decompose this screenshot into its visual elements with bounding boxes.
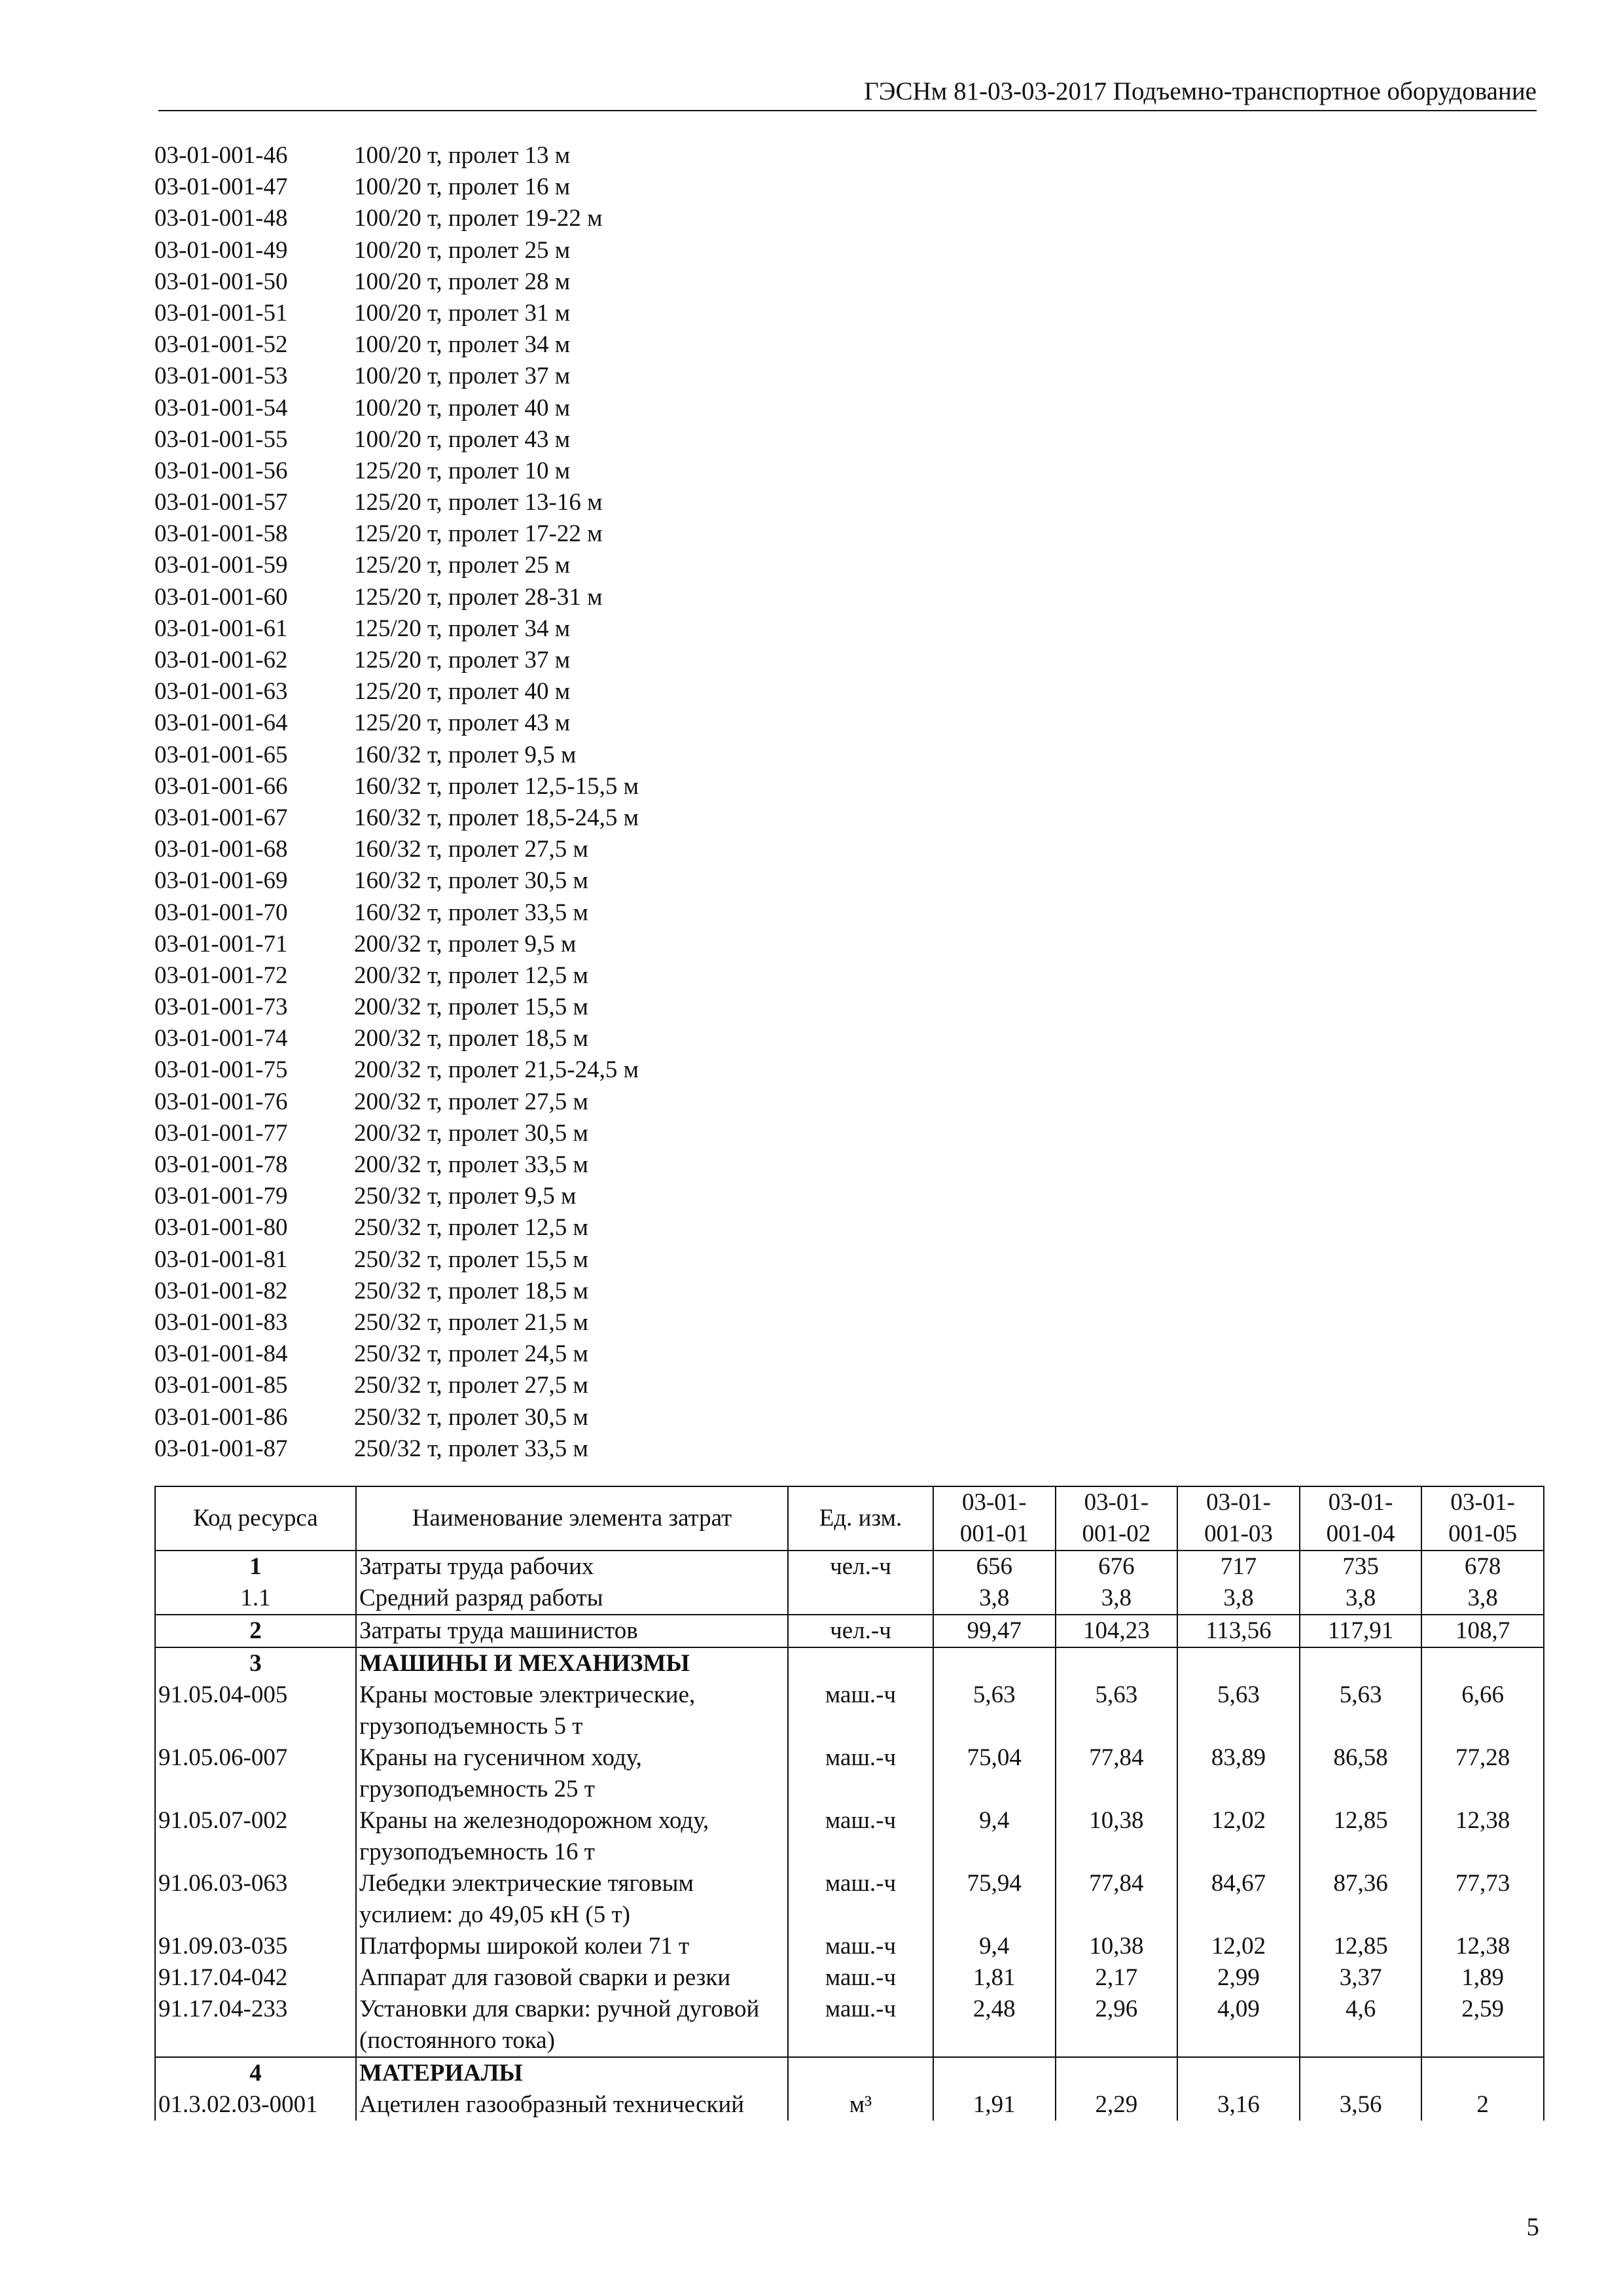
running-header — [158, 72, 1537, 111]
empty-cell — [933, 1647, 1056, 1679]
item-code: 03-01-001-61 — [154, 615, 288, 642]
resource-unit: м³ — [788, 2089, 933, 2121]
item-code: 03-01-001-48 — [154, 205, 288, 232]
item-name: 200/32 т, пролет 21,5-24,5 м — [354, 1056, 639, 1084]
resource-code: 91.09.03-035 — [155, 1931, 356, 1962]
table-row — [155, 1805, 1544, 1868]
item-name: 250/32 т, пролет 24,5 м — [354, 1340, 588, 1368]
list-item — [154, 582, 639, 613]
list-item — [154, 992, 639, 1023]
value-cell: 104,23 — [1056, 1615, 1178, 1647]
resource-code: 91.05.07-002 — [155, 1805, 356, 1868]
item-name: 250/32 т, пролет 9,5 м — [354, 1183, 577, 1210]
item-code: 03-01-001-52 — [154, 331, 288, 359]
list-item — [154, 834, 639, 865]
list-item — [154, 740, 639, 771]
list-item — [154, 171, 639, 203]
list-item — [154, 771, 639, 802]
table-header-row — [155, 1486, 1544, 1551]
value-cell: 12,02 — [1177, 1931, 1300, 1962]
item-name: 100/20 т, пролет 19-22 м — [354, 205, 603, 232]
item-name: 100/20 т, пролет 34 м — [354, 331, 571, 359]
table-row — [155, 1742, 1544, 1805]
table-row — [155, 1583, 1544, 1615]
item-name: 160/32 т, пролет 9,5 м — [354, 741, 577, 768]
table-row — [155, 1994, 1544, 2057]
item-code: 03-01-001-71 — [154, 930, 288, 958]
value-cell: 99,47 — [933, 1615, 1056, 1647]
value-cell: 12,02 — [1177, 1805, 1300, 1868]
item-code: 03-01-001-80 — [154, 1214, 288, 1242]
resource-name: Лебедки электрические тяговым усилием: до 49,05 кН (5 т) — [356, 1868, 788, 1931]
table-row — [155, 1551, 1544, 1583]
list-item — [154, 1181, 639, 1212]
item-name: 125/20 т, пролет 10 м — [354, 457, 571, 484]
item-code: 03-01-001-76 — [154, 1088, 288, 1115]
value-cell: 5,63 — [1177, 1679, 1300, 1742]
value-cell: 12,85 — [1300, 1805, 1422, 1868]
resource-unit: маш.-ч — [788, 1868, 933, 1931]
header-col-2: 03-01- 001-02 — [1056, 1486, 1178, 1551]
item-name: 200/32 т, пролет 15,5 м — [354, 994, 588, 1021]
resource-table — [154, 1486, 1544, 2121]
table-row — [155, 1931, 1544, 1962]
item-name: 100/20 т, пролет 16 м — [354, 173, 571, 201]
resource-unit: маш.-ч — [788, 1805, 933, 1868]
resource-unit: чел.-ч — [788, 1615, 933, 1647]
item-code: 03-01-001-58 — [154, 520, 288, 548]
resource-code: 1 — [155, 1551, 356, 1583]
value-cell: 4,09 — [1177, 1994, 1300, 2057]
item-name: 100/20 т, пролет 25 м — [354, 236, 571, 264]
resource-name: Аппарат для газовой сварки и резки — [356, 1962, 788, 1994]
resource-name: Затраты труда машинистов — [356, 1615, 788, 1647]
header-title: ГЭСНм 81-03-03-2017 Подъемно-транспортное оборудование — [864, 77, 1537, 105]
value-cell: 84,67 — [1177, 1868, 1300, 1931]
resource-unit: маш.-ч — [788, 1931, 933, 1962]
value-cell: 735 — [1300, 1551, 1422, 1583]
item-name: 250/32 т, пролет 21,5 м — [354, 1308, 588, 1336]
item-name: 125/20 т, пролет 37 м — [354, 647, 571, 673]
resource-name: Средний разряд работы — [356, 1583, 788, 1615]
item-code: 03-01-001-69 — [154, 867, 288, 895]
list-item — [154, 393, 639, 424]
list-item — [154, 361, 639, 392]
item-name: 125/20 т, пролет 17-22 м — [354, 520, 603, 548]
item-name: 100/20 т, пролет 43 м — [354, 425, 571, 453]
list-item — [154, 1276, 639, 1307]
list-item — [154, 1023, 639, 1054]
list-item — [154, 1086, 639, 1118]
item-code: 03-01-001-79 — [154, 1183, 288, 1210]
resource-name: Установки для сварки: ручной дуговой (постоянного тока) — [356, 1994, 788, 2057]
list-item — [154, 235, 639, 266]
value-cell: 3,16 — [1177, 2089, 1300, 2121]
item-name: 160/32 т, пролет 12,5-15,5 м — [354, 772, 639, 800]
value-cell: 3,8 — [933, 1583, 1056, 1615]
list-item — [154, 802, 639, 834]
item-name: 250/32 т, пролет 30,5 м — [354, 1403, 588, 1431]
item-code: 03-01-001-53 — [154, 363, 288, 390]
empty-cell — [1421, 2057, 1544, 2089]
value-cell: 113,56 — [1177, 1615, 1300, 1647]
list-item — [154, 550, 639, 581]
item-code: 03-01-001-83 — [154, 1308, 288, 1336]
item-code: 03-01-001-81 — [154, 1246, 288, 1273]
table-row — [155, 1962, 1544, 1994]
empty-cell — [1177, 1647, 1300, 1679]
item-code: 03-01-001-47 — [154, 173, 288, 201]
value-cell: 1,81 — [933, 1962, 1056, 1994]
list-item — [154, 266, 639, 298]
resource-unit: чел.-ч — [788, 1551, 933, 1583]
item-name: 250/32 т, пролет 18,5 м — [354, 1277, 588, 1304]
value-cell: 676 — [1056, 1551, 1178, 1583]
value-cell: 5,63 — [1056, 1679, 1178, 1742]
list-item — [154, 1244, 639, 1276]
item-code: 03-01-001-77 — [154, 1119, 288, 1147]
empty-cell — [933, 2057, 1056, 2089]
item-name: 160/32 т, пролет 30,5 м — [354, 867, 588, 895]
resource-unit: маш.-ч — [788, 1962, 933, 1994]
empty-cell — [1056, 2057, 1178, 2089]
item-code: 03-01-001-67 — [154, 804, 288, 831]
item-code: 03-01-001-73 — [154, 994, 288, 1021]
list-item — [154, 645, 639, 676]
resource-code: 2 — [155, 1615, 356, 1647]
empty-cell — [788, 1647, 933, 1679]
item-name: 160/32 т, пролет 18,5-24,5 м — [354, 804, 639, 831]
section-number: 4 — [155, 2057, 356, 2089]
item-code: 03-01-001-60 — [154, 583, 288, 611]
resource-name: Платформы широкой колеи 71 т — [356, 1931, 788, 1962]
value-cell: 656 — [933, 1551, 1056, 1583]
item-code: 03-01-001-49 — [154, 236, 288, 264]
list-item — [154, 518, 639, 550]
item-code: 03-01-001-85 — [154, 1372, 288, 1399]
list-item — [154, 1118, 639, 1149]
item-name: 200/32 т, пролет 30,5 м — [354, 1119, 588, 1147]
value-cell: 3,8 — [1177, 1583, 1300, 1615]
resource-name: Краны на железнодорожном ходу, грузоподъемность 16 т — [356, 1805, 788, 1868]
value-cell: 9,4 — [933, 1931, 1056, 1962]
table-row — [155, 1615, 1544, 1647]
item-name: 100/20 т, пролет 40 м — [354, 394, 571, 422]
list-item — [154, 1307, 639, 1338]
header-unit: Ед. изм. — [788, 1486, 933, 1551]
header-col-3: 03-01- 001-03 — [1177, 1486, 1300, 1551]
list-item — [154, 203, 639, 234]
item-code: 03-01-001-64 — [154, 709, 288, 737]
section-title: МАШИНЫ И МЕХАНИЗМЫ — [356, 1647, 788, 1679]
resource-code: 91.05.06-007 — [155, 1742, 356, 1805]
item-code: 03-01-001-54 — [154, 394, 288, 422]
list-item — [154, 865, 639, 897]
value-cell: 5,63 — [933, 1679, 1056, 1742]
header-name: Наименование элемента затрат — [356, 1486, 788, 1551]
item-name: 125/20 т, пролет 13-16 м — [354, 489, 603, 516]
value-cell: 2,59 — [1421, 1994, 1544, 2057]
value-cell: 2,29 — [1056, 2089, 1178, 2121]
value-cell: 75,04 — [933, 1742, 1056, 1805]
empty-cell — [788, 2057, 933, 2089]
item-code: 03-01-001-70 — [154, 899, 288, 926]
item-name: 100/20 т, пролет 28 м — [354, 268, 571, 295]
item-name: 200/32 т, пролет 12,5 м — [354, 961, 588, 989]
item-code: 03-01-001-72 — [154, 961, 288, 989]
item-code: 03-01-001-78 — [154, 1151, 288, 1178]
value-cell: 77,84 — [1056, 1742, 1178, 1805]
value-cell: 1,89 — [1421, 1962, 1544, 1994]
list-item — [154, 929, 639, 960]
item-code: 03-01-001-50 — [154, 268, 288, 295]
value-cell: 75,94 — [933, 1868, 1056, 1931]
item-name: 125/20 т, пролет 34 м — [354, 615, 571, 642]
item-code: 03-01-001-62 — [154, 647, 288, 673]
item-name: 200/32 т, пролет 18,5 м — [354, 1025, 588, 1052]
resource-unit — [788, 1583, 933, 1615]
resource-name: Затраты труда рабочих — [356, 1551, 788, 1583]
value-cell: 4,6 — [1300, 1994, 1422, 2057]
page-number: 5 — [1526, 2213, 1539, 2241]
item-code: 03-01-001-68 — [154, 836, 288, 863]
item-name: 100/20 т, пролет 31 м — [354, 299, 571, 327]
list-item — [154, 424, 639, 456]
table-row — [155, 2089, 1544, 2121]
item-code: 03-01-001-57 — [154, 489, 288, 516]
list-item — [154, 329, 639, 361]
empty-cell — [1300, 1647, 1422, 1679]
value-cell: 678 — [1421, 1551, 1544, 1583]
value-cell: 1,91 — [933, 2089, 1056, 2121]
item-name: 100/20 т, пролет 13 м — [354, 142, 571, 169]
resource-unit: маш.-ч — [788, 1679, 933, 1742]
value-cell: 77,73 — [1421, 1868, 1544, 1931]
empty-cell — [1300, 2057, 1422, 2089]
item-name: 160/32 т, пролет 27,5 м — [354, 836, 588, 863]
header-code: Код ресурса — [155, 1486, 356, 1551]
header-col-5: 03-01- 001-05 — [1421, 1486, 1544, 1551]
item-code: 03-01-001-46 — [154, 142, 288, 169]
value-cell: 3,56 — [1300, 2089, 1422, 2121]
resource-name: Краны мостовые электрические, грузоподъемность 5 т — [356, 1679, 788, 1742]
list-item — [154, 708, 639, 739]
value-cell: 87,36 — [1300, 1868, 1422, 1931]
resource-unit: маш.-ч — [788, 1994, 933, 2057]
value-cell: 2,48 — [933, 1994, 1056, 2057]
item-code: 03-01-001-59 — [154, 552, 288, 579]
item-code: 03-01-001-56 — [154, 457, 288, 484]
table-row — [155, 2057, 1544, 2089]
item-code: 03-01-001-82 — [154, 1277, 288, 1304]
header-col-4: 03-01- 001-04 — [1300, 1486, 1422, 1551]
item-code: 03-01-001-87 — [154, 1435, 288, 1462]
value-cell: 77,84 — [1056, 1868, 1178, 1931]
value-cell: 717 — [1177, 1551, 1300, 1583]
list-item — [154, 298, 639, 329]
list-item — [154, 613, 639, 645]
resource-code: 91.17.04-233 — [155, 1994, 356, 2057]
header-col-1: 03-01- 001-01 — [933, 1486, 1056, 1551]
item-name: 250/32 т, пролет 33,5 м — [354, 1435, 588, 1462]
item-code: 03-01-001-51 — [154, 299, 288, 327]
value-cell: 77,28 — [1421, 1742, 1544, 1805]
table-row — [155, 1679, 1544, 1742]
list-item — [154, 456, 639, 487]
item-list — [154, 140, 639, 1465]
item-code: 03-01-001-55 — [154, 425, 288, 453]
table-row — [155, 1868, 1544, 1931]
list-item — [154, 487, 639, 518]
item-code: 03-01-001-84 — [154, 1340, 288, 1368]
value-cell: 3,8 — [1421, 1583, 1544, 1615]
resource-code: 01.3.02.03-0001 — [155, 2089, 356, 2121]
item-name: 100/20 т, пролет 37 м — [354, 363, 571, 390]
value-cell: 117,91 — [1300, 1615, 1422, 1647]
value-cell: 2,99 — [1177, 1962, 1300, 1994]
list-item — [154, 676, 639, 708]
item-name: 125/20 т, пролет 40 м — [354, 678, 571, 706]
value-cell: 83,89 — [1177, 1742, 1300, 1805]
value-cell: 3,37 — [1300, 1962, 1422, 1994]
item-name: 125/20 т, пролет 43 м — [354, 709, 571, 737]
value-cell: 10,38 — [1056, 1931, 1178, 1962]
resource-name: Ацетилен газообразный технический — [356, 2089, 788, 2121]
empty-cell — [1421, 1647, 1544, 1679]
item-code: 03-01-001-74 — [154, 1025, 288, 1052]
item-code: 03-01-001-75 — [154, 1056, 288, 1084]
value-cell: 2,96 — [1056, 1994, 1178, 2057]
item-name: 160/32 т, пролет 33,5 м — [354, 899, 588, 926]
list-item — [154, 1054, 639, 1086]
value-cell: 86,58 — [1300, 1742, 1422, 1805]
list-item — [154, 897, 639, 929]
resource-code: 1.1 — [155, 1583, 356, 1615]
value-cell: 9,4 — [933, 1805, 1056, 1868]
item-name: 200/32 т, пролет 27,5 м — [354, 1088, 588, 1115]
item-name: 250/32 т, пролет 27,5 м — [354, 1372, 588, 1399]
value-cell: 12,85 — [1300, 1931, 1422, 1962]
resource-code: 91.05.04-005 — [155, 1679, 356, 1742]
value-cell: 6,66 — [1421, 1679, 1544, 1742]
list-item — [154, 140, 639, 171]
item-name: 200/32 т, пролет 9,5 м — [354, 930, 577, 958]
empty-cell — [1056, 1647, 1178, 1679]
item-code: 03-01-001-63 — [154, 678, 288, 706]
item-name: 200/32 т, пролет 33,5 м — [354, 1151, 588, 1178]
list-item — [154, 1370, 639, 1401]
item-code: 03-01-001-66 — [154, 772, 288, 800]
value-cell: 2 — [1421, 2089, 1544, 2121]
value-cell: 3,8 — [1056, 1583, 1178, 1615]
list-item — [154, 1212, 639, 1244]
resource-code: 91.06.03-063 — [155, 1868, 356, 1931]
list-item — [154, 1149, 639, 1181]
list-item — [154, 1338, 639, 1370]
empty-cell — [1177, 2057, 1300, 2089]
value-cell: 12,38 — [1421, 1805, 1544, 1868]
value-cell: 5,63 — [1300, 1679, 1422, 1742]
section-number: 3 — [155, 1647, 356, 1679]
item-name: 125/20 т, пролет 28-31 м — [354, 583, 603, 611]
value-cell: 12,38 — [1421, 1931, 1544, 1962]
list-item — [154, 1402, 639, 1433]
table-row — [155, 1647, 1544, 1679]
list-item — [154, 960, 639, 992]
item-code: 03-01-001-86 — [154, 1403, 288, 1431]
item-name: 250/32 т, пролет 15,5 м — [354, 1246, 588, 1273]
resource-code: 91.17.04-042 — [155, 1962, 356, 1994]
value-cell: 2,17 — [1056, 1962, 1178, 1994]
list-item — [154, 1433, 639, 1465]
item-name: 125/20 т, пролет 25 м — [354, 552, 571, 579]
resource-name: Краны на гусеничном ходу, грузоподъемность 25 т — [356, 1742, 788, 1805]
resource-unit: маш.-ч — [788, 1742, 933, 1805]
value-cell: 108,7 — [1421, 1615, 1544, 1647]
item-name: 250/32 т, пролет 12,5 м — [354, 1214, 588, 1242]
value-cell: 10,38 — [1056, 1805, 1178, 1868]
value-cell: 3,8 — [1300, 1583, 1422, 1615]
section-title: МАТЕРИАЛЫ — [356, 2057, 788, 2089]
item-code: 03-01-001-65 — [154, 741, 288, 768]
